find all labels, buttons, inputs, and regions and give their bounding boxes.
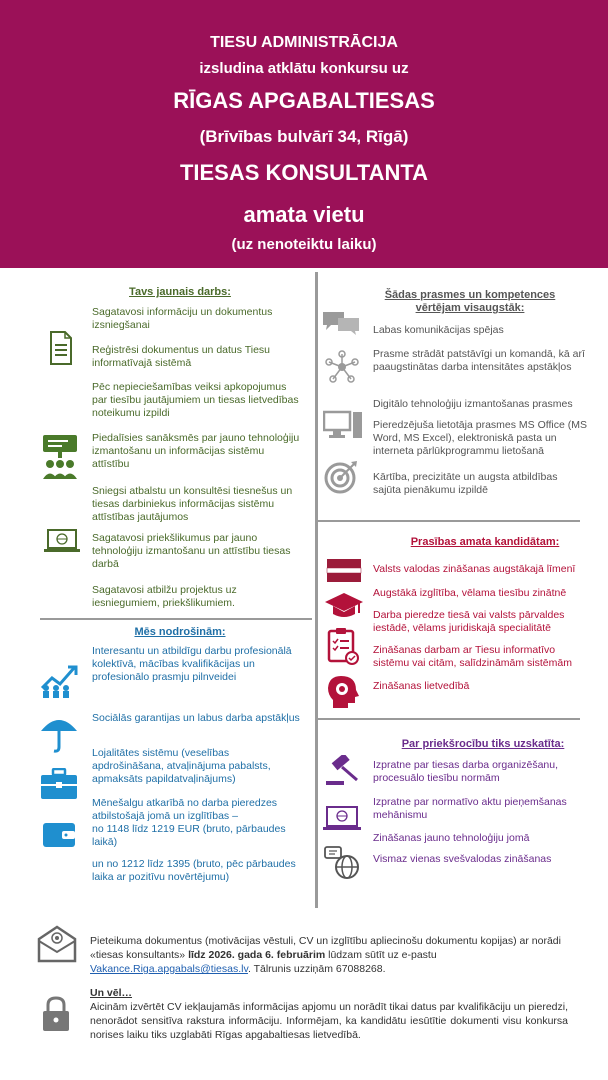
email-icon bbox=[37, 925, 77, 963]
growth-team-icon bbox=[38, 664, 80, 698]
skills-item-5: Kārtība, precizitāte un augsta atbildības sajūta pienākumu izpildē bbox=[373, 471, 558, 496]
requirements-item-5: Zināšanas lietvedībā bbox=[373, 680, 470, 692]
apply-text-part-1: Pieteikuma dokumentus (motivācijas vēstuli, CV un izglītību apliecinošu dokumentu kopijas) ar norādi «tiesas konsultants» bbox=[90, 935, 561, 961]
requirements-item-3: Darba pieredze tiesā vai valsts pārvaldes iestādē, vēlams juridiskajā specialitātē bbox=[373, 609, 565, 634]
apply-text-part-2: lūdzam sūtīt uz e-pastu bbox=[325, 949, 437, 961]
column-divider bbox=[315, 272, 318, 908]
divider-right-1 bbox=[318, 520, 580, 522]
offer-item-2: Sociālās garantijas un labus darba apstākļus bbox=[92, 712, 300, 724]
meeting-icon bbox=[40, 434, 80, 480]
target-icon bbox=[324, 460, 358, 494]
requirements-section-title: Prasības amata kandidātam: bbox=[410, 536, 560, 548]
requirements-item-2: Augstākā izglītība, vēlama tiesību zinātnē bbox=[373, 587, 567, 599]
privacy-title: Un vēl… bbox=[90, 987, 133, 999]
divider-left bbox=[40, 618, 312, 620]
chat-bubbles-icon bbox=[322, 310, 360, 336]
head-gear-icon bbox=[327, 675, 359, 709]
umbrella-icon bbox=[40, 713, 78, 753]
offer-item-6: un no 1212 līdz 1395 (bruto, pēc pārbaudes laika ar pozitīvu novērtējumu) bbox=[92, 858, 296, 883]
header-line-2: izsludina atklātu konkursu uz bbox=[199, 60, 409, 77]
work-item-6: Sagatavosi priekšlikumus par jauno tehnoloģiju izmantošanu un attīstību tiesas darbā bbox=[92, 532, 291, 570]
advantages-item-1: Izpratne par tiesas darba organizēšanu, procesuālo tiesību normām bbox=[373, 759, 559, 784]
laptop-icon bbox=[43, 528, 81, 556]
privacy-text: Aicinām izvērtēt CV iekļaujamās informācijas apjomu un norādīt tikai datus par kvalifikāciju un pieredzi, nenorādot sensitīva rakstura informāciju. Informējam, ka kandidātu iesūtītie dokumenti visu konkursa norises laiku tiks uzglabāti Rīgas apgabaltiesas lietvedībā. bbox=[90, 1001, 568, 1041]
work-item-4: Piedalīsies sanāksmēs par jauno tehnoloģiju izmantošanu un informācijas sistēmu attīstību bbox=[92, 432, 300, 470]
lock-icon bbox=[41, 996, 71, 1032]
offer-item-4: Mēnešalgu atkarībā no darba pieredzes atbilstošajā jomā un izglītības – bbox=[92, 797, 278, 822]
work-item-3: Pēc nepieciešamības veiksi apkopojumus par tiesību jautājumiem un tiesas lietvedības noteikumu izpildi bbox=[92, 381, 299, 419]
apply-deadline: līdz 2026. gada 6. februārim bbox=[188, 949, 326, 961]
requirements-item-4: Zināšanas darbam ar Tiesu informatīvo sistēmu vai citām, salīdzināmām sistēmām bbox=[373, 644, 572, 669]
work-item-7: Sagatavosi atbilžu projektus uz iesniegumiem, priekšlikumiem. bbox=[92, 584, 237, 609]
briefcase-icon bbox=[40, 768, 78, 800]
skills-item-1: Labas komunikācijas spējas bbox=[373, 324, 504, 336]
offer-item-5: no 1148 līdz 1219 EUR (bruto, pārbaudes laikā) bbox=[92, 823, 286, 848]
skills-title-line-2: vērtējam visaugstāk: bbox=[415, 302, 525, 314]
gavel-icon bbox=[324, 755, 360, 787]
header-line-6: amata vietu bbox=[243, 202, 365, 227]
work-item-5: Sniegsi atbalstu un konsultēsi tiesnešus un tiesas darbiniekus informācijas sistēmu attīstības jautājumos bbox=[92, 485, 293, 523]
skills-item-2: Prasme strādāt patstāvīgi un komandā, kā arī paaugstinātas darba intensitātes apstākļos bbox=[373, 348, 585, 373]
apply-text bbox=[90, 934, 568, 976]
header-line-4: (Brīvības bulvārī 34, Rīgā) bbox=[199, 127, 409, 146]
apply-email-link[interactable]: Vakance.Riga.apgabals@tiesas.lv bbox=[90, 963, 248, 975]
computer-icon bbox=[323, 410, 363, 440]
divider-right-2 bbox=[318, 718, 580, 720]
flag-icon bbox=[326, 558, 362, 584]
header-line-7: (uz nenoteiktu laiku) bbox=[231, 236, 377, 253]
apply-phone: . Tālrunis uzziņām 67088268. bbox=[247, 963, 386, 975]
work-item-1: Sagatavosi informāciju un dokumentus izsniegšanai bbox=[92, 306, 273, 331]
language-globe-icon bbox=[324, 846, 360, 880]
skills-item-4: Pieredzējuša lietotāja prasmes MS Office (MS Word, MS Excel), elektroniskā pasta un interneta pārlūkprogrammu lietošanā bbox=[373, 419, 587, 457]
work-item-2: Reģistrēsi dokumentus un datus Tiesu informatīvajā sistēmā bbox=[92, 344, 271, 369]
header-line-1: TIESU ADMINISTRĀCIJA bbox=[210, 34, 398, 51]
skills-title-line-1: Šādas prasmes un kompetences bbox=[384, 289, 556, 301]
wallet-icon bbox=[42, 820, 76, 848]
skills-item-3: Digitālo tehnoloģiju izmantošanas prasmes bbox=[373, 398, 573, 410]
document-icon bbox=[49, 331, 73, 365]
checklist-icon bbox=[327, 627, 359, 665]
offer-item-1: Interesantu un atbildīgu darbu profesionālā kolektīvā, mācības kvalifikācijas un profesionālo prasmju pilnveidei bbox=[92, 645, 292, 683]
header-line-3: RĪGAS APGABALTIESAS bbox=[173, 88, 435, 113]
laptop-globe-icon bbox=[322, 805, 362, 833]
offer-section-title: Mēs nodrošinām: bbox=[134, 626, 226, 638]
offer-item-3: Lojalitātes sistēmu (veselības apdrošināšana, atvaļinājuma pabalsts, apmaksāts papildatvaļinājums) bbox=[92, 747, 271, 785]
advantages-section-title: Par priekšrocību tiks uzskatīta: bbox=[401, 738, 565, 750]
skills-section-title bbox=[370, 289, 570, 315]
advantages-item-2: Izpratne par normatīvo aktu pieņemšanas mehānismu bbox=[373, 796, 567, 821]
advantages-item-3: Zināšanas jauno tehnoloģiju jomā bbox=[373, 832, 530, 844]
work-section-title: Tavs jaunais darbs: bbox=[129, 286, 231, 298]
advantages-item-4: Vismaz vienas svešvalodas zināšanas bbox=[373, 853, 552, 865]
header-line-5: TIESAS KONSULTANTA bbox=[179, 160, 429, 185]
requirements-item-1: Valsts valodas zināšanas augstākajā līmenī bbox=[373, 563, 576, 575]
header-banner bbox=[0, 0, 608, 268]
network-icon bbox=[325, 350, 359, 384]
graduation-cap-icon bbox=[324, 591, 364, 619]
